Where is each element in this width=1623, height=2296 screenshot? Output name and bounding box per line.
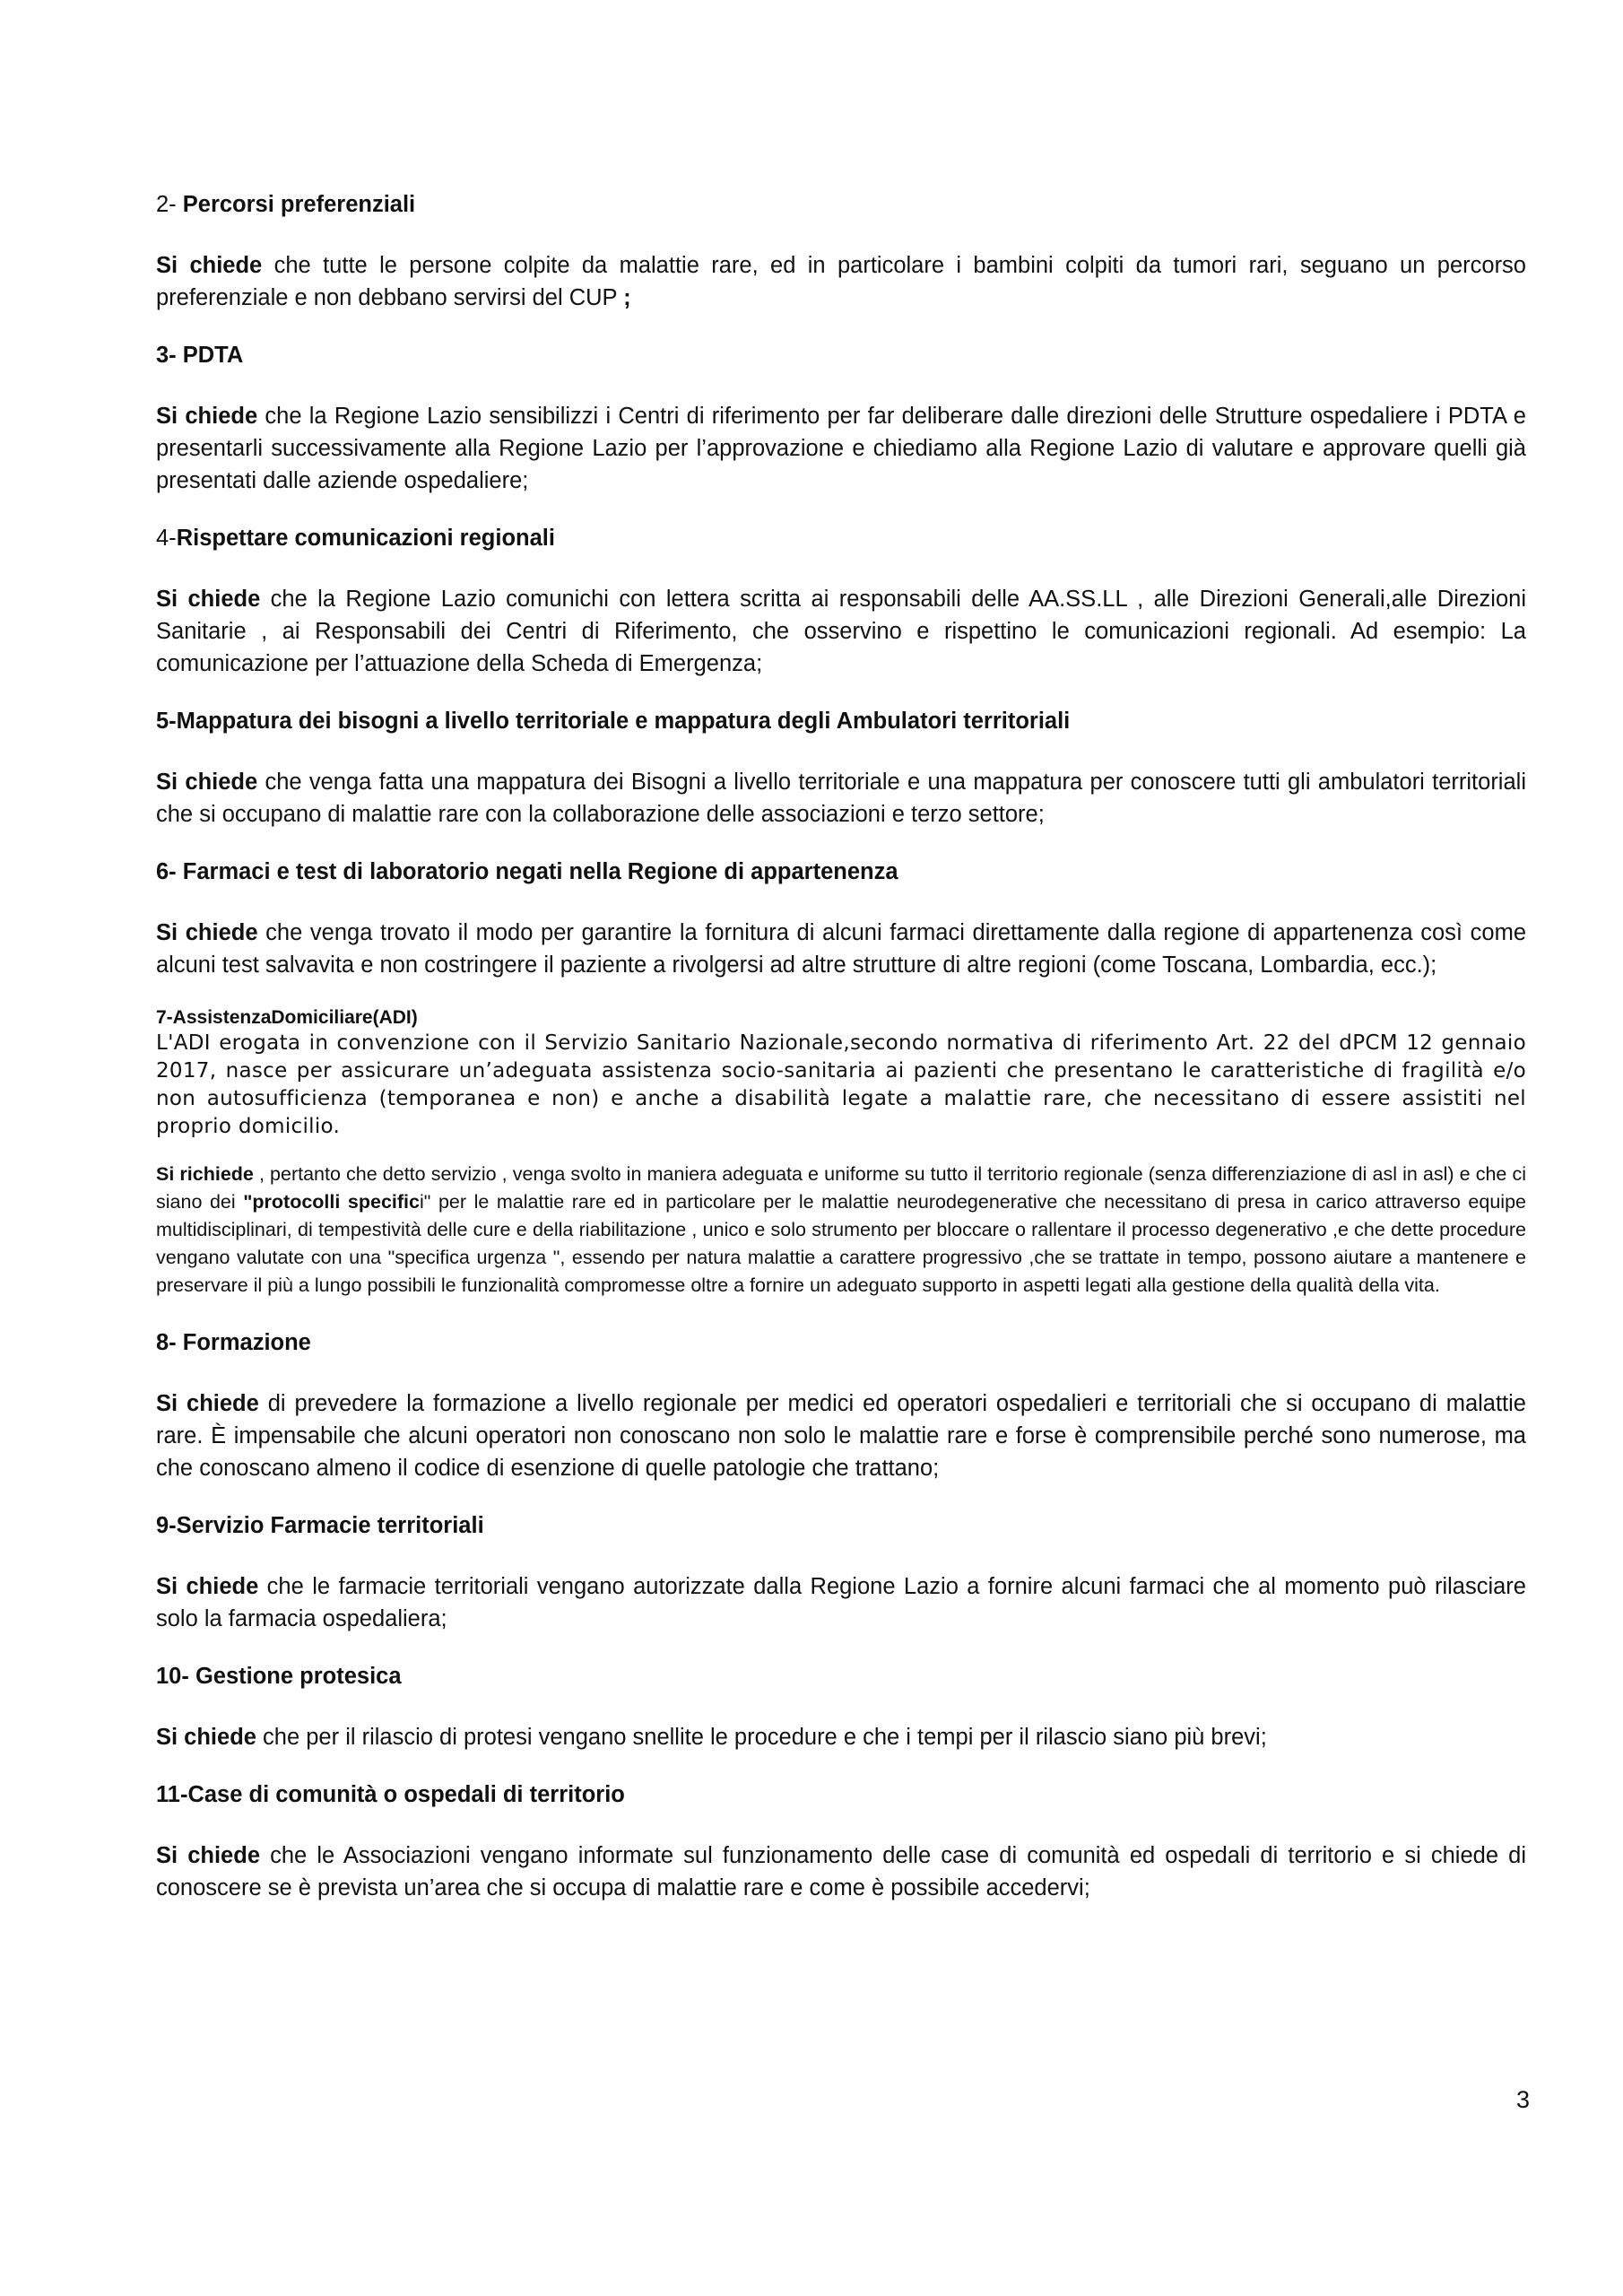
section-heading-8: 8- Formazione xyxy=(156,1330,311,1355)
adi-intro: L'ADI erogata in convenzione con il Servizio Sanitario Nazionale,secondo normativa di riferimento Art. 22 del dPCM 12 gennaio 2017, nasce per assicurare un’adeguata assistenza socio-sanitaria ai pazienti che presentano le caratteristiche di fragilità e/o non autosufficienza (temporanea e non) e anche a disabilità legate a malattie rare, che necessitano di essere assistiti nel proprio domicilio. xyxy=(156,1031,1526,1138)
section-body-3: Si chiede che la Regione Lazio sensibilizzi i Centri di riferimento per far deliberare dalle direzioni delle Strutture ospedaliere i PDTA e presentarli successivamente alla Regione Lazio per l’approvazione e chiediamo alla Regione Lazio di valutare e approvare quelli già presentati dalle aziende ospedaliere; xyxy=(156,404,1526,493)
section-heading-7: 7-AssistenzaDomiciliare(ADI) xyxy=(156,1007,418,1028)
section-heading-11: 11-Case di comunità o ospedali di territorio xyxy=(156,1782,625,1807)
section-heading-4: 4-Rispettare comunicazioni regionali xyxy=(156,526,555,551)
section-body-8: Si chiede di prevedere la formazione a livello regionale per medici ed operatori ospedalieri e territoriali che si occupano di malattie rare. È impensabile che alcuni operatori non conoscano non solo le malattie rare e forse è comprensibile perché sono numerose, ma che conoscano almeno il codice di esenzione di quelle patologie che trattano; xyxy=(156,1391,1526,1481)
section-heading-6: 6- Farmaci e test di laboratorio negati nella Regione di appartenenza xyxy=(156,859,898,884)
section-heading-9: 9-Servizio Farmacie territoriali xyxy=(156,1513,484,1538)
section-body-11: Si chiede che le Associazioni vengano informate sul funzionamento delle case di comunità ed ospedali di territorio e si chiede di conoscere se è prevista un’area che si occupa di malattie rare e come è possibile accedervi; xyxy=(156,1843,1526,1900)
section-body-4: Si chiede che la Regione Lazio comunichi con lettera scritta ai responsabili delle AA.SS.LL , alle Direzioni Generali,alle Direzioni Sanitarie , ai Responsabili dei Centri di Riferimento, che osservino e rispettino le comunicazioni regionali. Ad esempio: La comunicazione per l’attuazione della Scheda di Emergenza; xyxy=(156,587,1526,676)
section-heading-3: 3- PDTA xyxy=(156,343,244,368)
document-page xyxy=(156,188,1526,1929)
section-heading-5: 5-Mappatura dei bisogni a livello territoriale e mappatura degli Ambulatori territoriali xyxy=(156,709,1071,734)
section-heading-2: 2- Percorsi preferenziali xyxy=(156,192,416,217)
section-body-5: Si chiede che venga fatta una mappatura dei Bisogni a livello territoriale e una mappatura per conoscere tutti gli ambulatori territoriali che si occupano di malattie rare con la collaborazione delle associazioni e terzo settore; xyxy=(156,770,1526,827)
section-body-9: Si chiede che le farmacie territoriali vengano autorizzate dalla Regione Lazio a fornire alcuni farmaci che al momento può rilasciare solo la farmacia ospedaliera; xyxy=(156,1574,1526,1631)
section-body-10: Si chiede che per il rilascio di protesi vengano snellite le procedure e che i tempi per il rilascio siano più brevi; xyxy=(156,1725,1267,1750)
section-body-6: Si chiede che venga trovato il modo per garantire la fornitura di alcuni farmaci direttamente dalla regione di appartenenza così come alcuni test salvavita e non costringere il paziente a rivolgersi ad altre strutture di altre regioni (come Toscana, Lombardia, ecc.); xyxy=(156,920,1527,978)
section-body-2: Si chiede che tutte le persone colpite da malattie rare, ed in particolare i bambini colpiti da tumori rari, seguano un percorso preferenziale e non debbano servirsi del CUP ; xyxy=(156,253,1526,310)
adi-request: Si richiede , pertanto che detto servizio , venga svolto in maniera adeguata e uniforme su tutto il territorio regionale (senza differenziazione di asl in asl) e che ci siano dei "protocolli specifici" per le malattie rare ed in particolare per le malattie neurodegenerative che necessitano di presa in carico attraverso equipe multidisciplinari, di tempestività delle cure e della riabilitazione , unico e solo strumento per bloccare o rallentare il processo degenerativo ,e che dette procedure vengano valutate con una "specifica urgenza ", essendo per natura malattie a carattere progressivo ,che se trattate in tempo, possono aiutare a mantenere e preservare il più a lungo possibili le funzionalità compromesse oltre a fornire un adeguato supporto in aspetti legati alla gestione della qualità della vita. xyxy=(156,1163,1526,1296)
section-heading-10: 10- Gestione protesica xyxy=(156,1664,402,1689)
page-number: 3 xyxy=(1515,2086,1530,2113)
